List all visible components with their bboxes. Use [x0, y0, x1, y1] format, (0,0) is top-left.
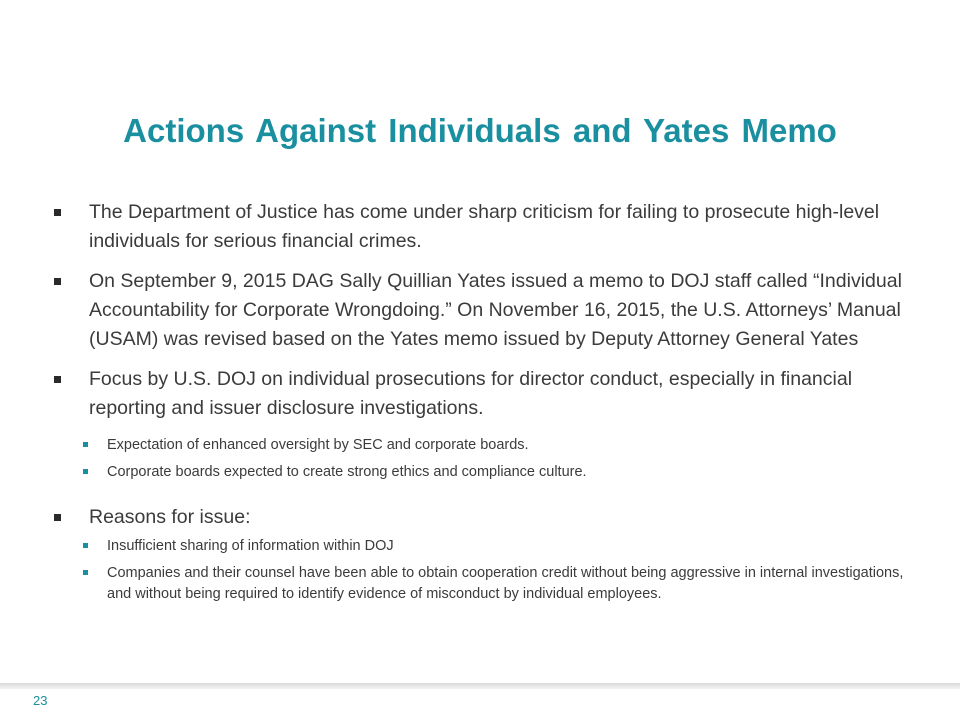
square-sub-bullet-icon [83, 570, 88, 575]
bullet-text: Reasons for issue: [89, 506, 251, 528]
bullet-text: On September 9, 2015 DAG Sally Quillian Yates issued a memo to DOJ staff called “Individual Accountability for Corporate Wrongdoing.” On November 16, 2015, the U.S. Attorneys’ Manual (USAM) was revised based on the Yates memo issued by Deputy Attorney General Yates [89, 270, 902, 350]
bullet-item [50, 198, 920, 256]
sub-bullet-item [50, 536, 920, 557]
sub-bullet-text: Insufficient sharing of information within DOJ [107, 538, 394, 554]
square-bullet-icon [54, 278, 61, 285]
sub-bullet-text: Expectation of enhanced oversight by SEC and corporate boards. [107, 437, 529, 453]
square-sub-bullet-icon [83, 543, 88, 548]
sub-bullet-item [50, 563, 920, 605]
sub-bullet-text: Companies and their counsel have been able to obtain cooperation credit without being aggressive in internal investigations, and without being required to identify evidence of misconduct by individual employees. [107, 565, 904, 602]
bullet-text: The Department of Justice has come under sharp criticism for failing to prosecute high-level individuals for serious financial crimes. [89, 201, 880, 252]
sub-bullet-item [50, 435, 920, 456]
bullet-item [50, 267, 920, 354]
sub-bullet-item [50, 462, 920, 483]
square-sub-bullet-icon [83, 469, 88, 474]
sub-bullet-text: Corporate boards expected to create strong ethics and compliance culture. [107, 464, 587, 480]
footer-divider [0, 683, 960, 689]
square-sub-bullet-icon [83, 442, 88, 447]
square-bullet-icon [54, 514, 61, 521]
square-bullet-icon [54, 209, 61, 216]
page-number: 23 [33, 693, 48, 708]
bullet-item [50, 365, 920, 423]
slide-title: Actions Against Individuals and Yates Memo [123, 112, 837, 149]
square-bullet-icon [54, 376, 61, 383]
bullet-text: Focus by U.S. DOJ on individual prosecutions for director conduct, especially in financial reporting and issuer disclosure investigations. [89, 368, 853, 419]
bullet-list [50, 198, 920, 611]
bullet-item [50, 503, 920, 532]
